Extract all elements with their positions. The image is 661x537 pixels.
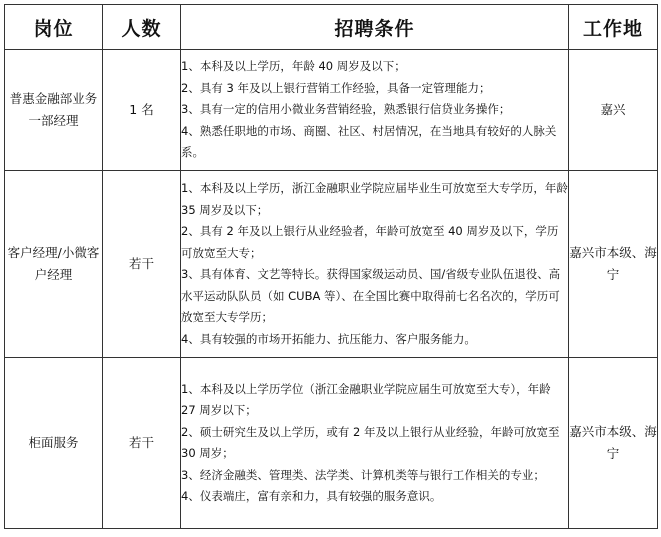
table-row: [5, 50, 658, 171]
condition-item: 1、本科及以上学历学位（浙江金融职业学院应届生可放宽至大专），年龄 27 周岁以下；: [181, 381, 551, 417]
conditions-cell: [181, 358, 569, 529]
condition-item: 1、本科及以上学历，年龄 40 周岁及以下；: [181, 59, 406, 74]
header-count: 人数: [103, 5, 181, 50]
condition-item: 4、熟悉任职地的市场、商圈、社区、村居情况，在当地具有较好的人脉关系。: [181, 123, 557, 160]
condition-item: 2、具有 2 年及以上银行从业经验者，年龄可放宽至 40 周岁及以下，学历可放宽至大专；: [181, 224, 559, 260]
condition-item: 2、具有 3 年及以上银行营销工作经验，具备一定管理能力；: [181, 80, 491, 95]
post-cell: 柜面服务: [5, 358, 103, 529]
header-post: 岗位: [5, 5, 103, 50]
condition-item: 3、经济金融类、管理类、法学类、计算机类等与银行工作相关的专业；: [181, 467, 545, 482]
location-cell: 嘉兴市本级、海宁: [569, 358, 658, 529]
table-row: [5, 171, 658, 358]
count-cell: 1 名: [103, 50, 181, 171]
condition-item: 4、具有较强的市场开拓能力、抗压能力、客户服务能力。: [181, 331, 476, 346]
condition-item: 1、本科及以上学历，浙江金融职业学院应届毕业生可放宽至大专学历，年龄 35 周岁及以下；: [181, 181, 568, 217]
header-row: [5, 5, 658, 50]
conditions-cell: [181, 171, 569, 358]
count-cell: 若干: [103, 171, 181, 358]
condition-item: 3、具有体育、文艺等特长。获得国家级运动员、国/省级专业队伍退役、高水平运动队队员（如 CUBA 等）、在全国比赛中取得前七名名次的，学历可放宽至大专学历；: [181, 267, 561, 324]
condition-item: 3、具有一定的信用小微业务营销经验，熟悉银行信贷业务操作；: [181, 102, 511, 117]
post-cell: 普惠金融部业务一部经理: [5, 50, 103, 171]
header-conditions: 招聘条件: [181, 5, 569, 50]
header-location: 工作地: [569, 5, 658, 50]
condition-item: 2、硕士研究生及以上学历，或有 2 年及以上银行从业经验，年龄可放宽至 30 周岁；: [181, 424, 560, 460]
condition-item: 4、仪表端庄，富有亲和力，具有较强的服务意识。: [181, 489, 442, 503]
table-row: [5, 358, 658, 529]
post-cell: 客户经理/小微客户经理: [5, 171, 103, 358]
location-cell: 嘉兴: [569, 50, 658, 171]
conditions-cell: [181, 50, 569, 171]
recruitment-table: [4, 4, 658, 529]
location-cell: 嘉兴市本级、海宁: [569, 171, 658, 358]
count-cell: 若干: [103, 358, 181, 529]
